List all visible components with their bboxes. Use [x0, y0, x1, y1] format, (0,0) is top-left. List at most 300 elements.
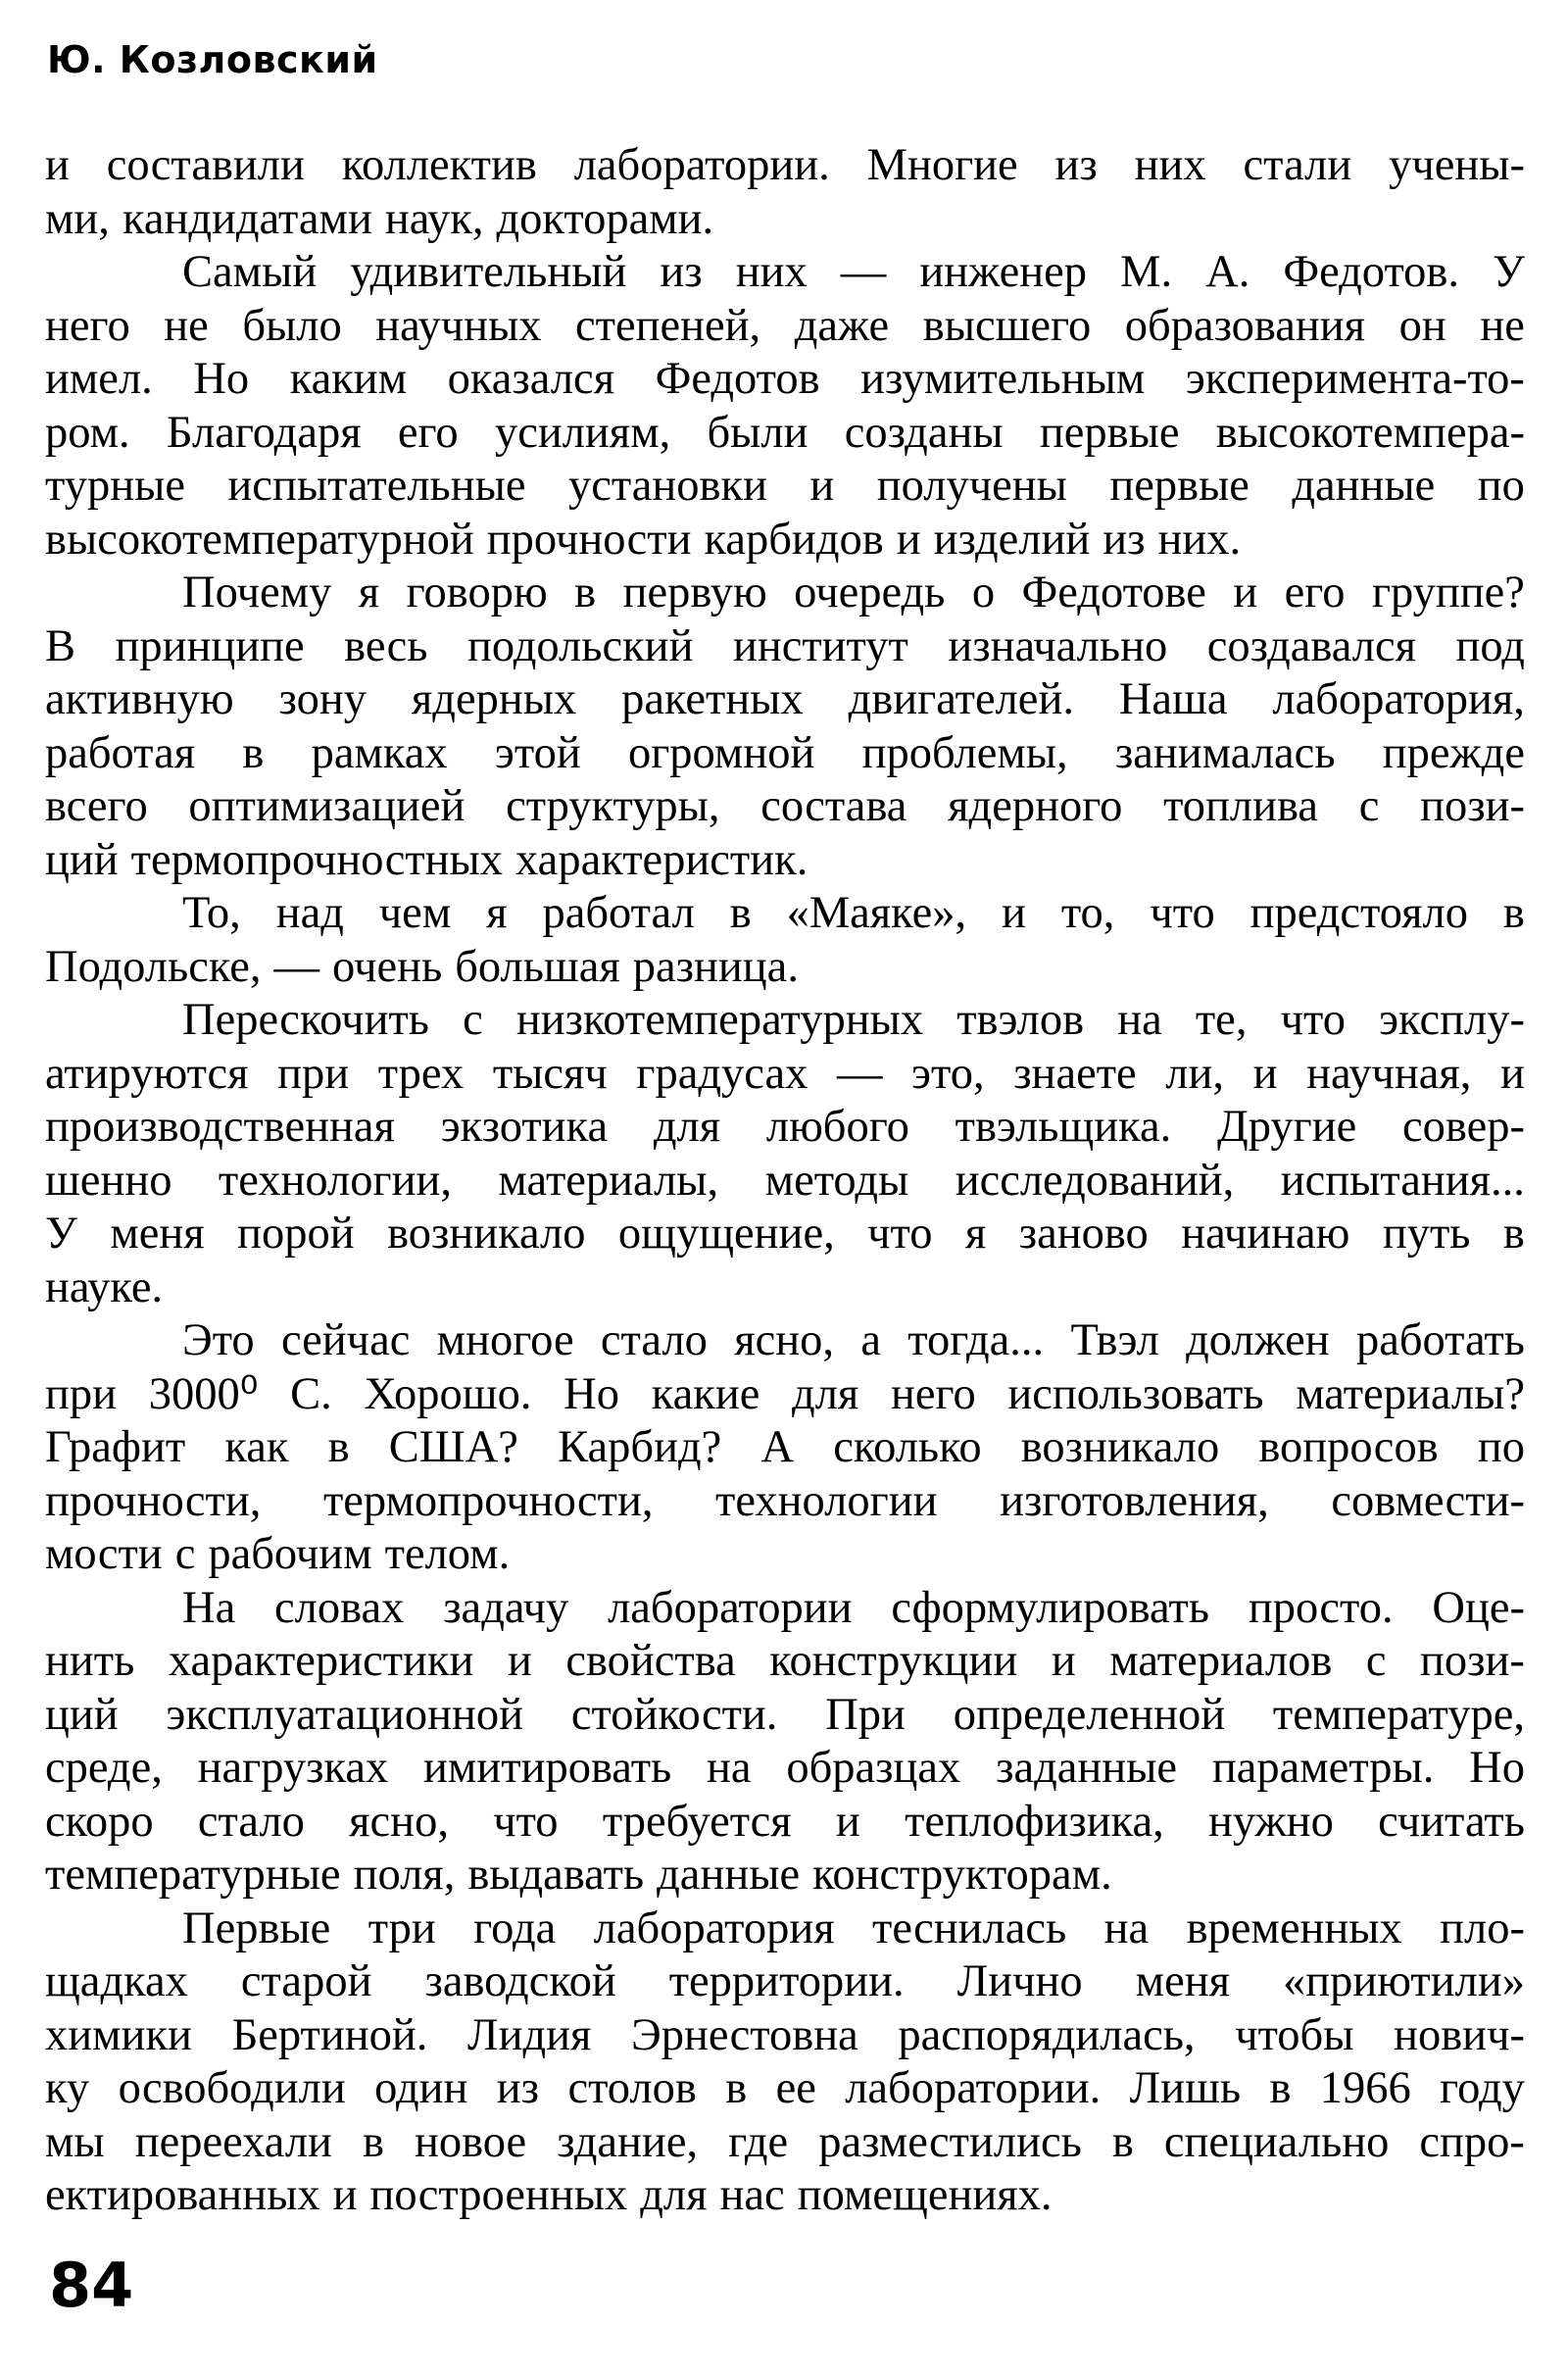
- word: щадках: [45, 1956, 188, 2006]
- text-line: [45, 780, 1525, 834]
- word: Карбид?: [558, 1422, 722, 1472]
- word: говорю: [406, 568, 548, 618]
- word: начинаю: [1181, 1209, 1350, 1259]
- word: какие: [651, 1368, 760, 1419]
- word: структуры,: [506, 781, 720, 831]
- word: меня: [1135, 1956, 1230, 2006]
- word: изделий: [933, 514, 1091, 565]
- word: ектированных: [45, 2170, 320, 2220]
- word: среде,: [45, 1743, 163, 1793]
- word: кандидатами: [122, 193, 372, 244]
- word: них: [1134, 140, 1206, 190]
- word: что: [493, 1796, 559, 1847]
- word: очередь: [794, 568, 946, 618]
- word: для: [653, 1102, 721, 1152]
- word: изумительным: [860, 354, 1146, 404]
- word: что: [1280, 995, 1346, 1045]
- word: технологии,: [218, 1155, 452, 1206]
- word: определенной: [953, 1689, 1226, 1740]
- word: столов: [567, 2063, 697, 2113]
- word: и: [1233, 568, 1258, 618]
- word: ций: [45, 834, 119, 885]
- word: оказался: [447, 354, 615, 404]
- word: и: [835, 1796, 860, 1847]
- word: На: [182, 1582, 236, 1633]
- word: в: [1111, 2116, 1134, 2167]
- text-line: [45, 1101, 1525, 1155]
- word: науке.: [45, 1261, 164, 1312]
- word: У: [1493, 247, 1525, 297]
- word: 3000⁰: [148, 1368, 259, 1419]
- word: разница.: [632, 941, 799, 992]
- word: Перескочить: [182, 995, 429, 1045]
- word: в: [362, 2116, 384, 2167]
- word: в: [327, 1422, 350, 1472]
- word: работая: [45, 727, 196, 778]
- word: что: [867, 1209, 933, 1259]
- text-line: [45, 1796, 1525, 1850]
- text-line: [45, 834, 1525, 888]
- word: мы: [45, 2116, 105, 2167]
- text-line: [45, 193, 1525, 247]
- word: было: [242, 300, 342, 351]
- word: ясно,: [349, 1796, 449, 1847]
- word: ракетных: [621, 674, 804, 724]
- word: я: [486, 888, 508, 938]
- word: прочности,: [45, 1475, 262, 1526]
- word: данные: [1292, 461, 1436, 511]
- word: очень: [332, 941, 443, 992]
- word: вопросов: [1258, 1422, 1439, 1472]
- text-line: [45, 1048, 1525, 1102]
- word: первую: [622, 568, 767, 618]
- word: Но: [1469, 1743, 1525, 1793]
- text-line: [45, 673, 1525, 727]
- word: ку: [45, 2063, 90, 2113]
- word: в: [729, 888, 752, 938]
- word: поля,: [353, 1850, 456, 1900]
- word: данные: [657, 1850, 801, 1900]
- word: заводской: [424, 1956, 616, 2006]
- word: При: [825, 1689, 906, 1740]
- word: термопрочностных: [130, 834, 504, 885]
- text-line: [45, 246, 1525, 300]
- word: возникало: [1020, 1422, 1220, 1472]
- word: специально: [1163, 2116, 1390, 2167]
- word: атируются: [45, 1048, 249, 1099]
- word: не: [164, 300, 209, 351]
- word: лаборатории.: [845, 2063, 1102, 2113]
- word: сформулировать: [891, 1582, 1209, 1633]
- word: изготовления,: [1000, 1475, 1269, 1526]
- text-line: [45, 1742, 1525, 1796]
- word: материалы,: [498, 1155, 719, 1206]
- text-line: [45, 727, 1525, 781]
- word: для: [640, 2170, 708, 2220]
- word: Оце-: [1432, 1582, 1525, 1633]
- word: Федотове: [1021, 568, 1206, 618]
- word: эксплу-: [1379, 995, 1525, 1045]
- word: научная,: [1306, 1048, 1472, 1099]
- word: три: [368, 1903, 436, 1953]
- word: инженер: [919, 247, 1088, 297]
- word: даже: [794, 300, 890, 351]
- word: сейчас: [280, 1315, 411, 1365]
- text-line: [45, 1421, 1525, 1475]
- word: тогда...: [907, 1315, 1045, 1365]
- word: исследований,: [955, 1155, 1235, 1206]
- word: Лишь: [1129, 2063, 1242, 2113]
- text-line: [45, 1314, 1525, 1368]
- word: требуется: [602, 1796, 792, 1847]
- word: ясно,: [734, 1315, 835, 1365]
- word: работал: [542, 888, 695, 938]
- word: спро-: [1419, 2116, 1525, 2167]
- word: просто.: [1248, 1582, 1394, 1633]
- word: пози-: [1420, 781, 1525, 831]
- word: Лидия: [467, 2009, 592, 2060]
- word: характеристики: [168, 1636, 474, 1686]
- word: на: [1103, 1903, 1150, 1953]
- word: и: [1252, 1048, 1278, 1099]
- word: принципе: [115, 620, 305, 671]
- word: конструкции: [769, 1636, 1018, 1686]
- word: степеней,: [575, 300, 761, 351]
- word: из: [496, 2063, 540, 2113]
- text-line: [45, 2062, 1525, 2116]
- word: занималась: [1114, 727, 1336, 778]
- word: а: [860, 1315, 881, 1365]
- word: нужно: [1208, 1796, 1334, 1847]
- word: и: [1500, 1048, 1525, 1099]
- word: выдавать: [467, 1850, 645, 1900]
- text-line: [45, 1208, 1525, 1261]
- word: о: [971, 568, 996, 618]
- text-line: [45, 994, 1525, 1048]
- word: зону: [278, 674, 368, 724]
- word: то,: [1060, 888, 1115, 938]
- word: новое: [414, 2116, 527, 2167]
- word: в: [1269, 2063, 1292, 2113]
- word: высокотемпературной: [45, 514, 474, 565]
- word: он: [1398, 300, 1446, 351]
- word: в: [1502, 1209, 1525, 1259]
- word: эксперимента-то-: [1185, 354, 1525, 404]
- word: лаборатория,: [1272, 674, 1525, 724]
- word: тысяч: [492, 1048, 608, 1099]
- word: Но: [564, 1368, 620, 1419]
- word: них.: [1157, 514, 1242, 565]
- word: заданные: [996, 1743, 1178, 1793]
- word: установки: [567, 461, 767, 511]
- text-line: [45, 567, 1525, 620]
- word: теснилась: [872, 1903, 1067, 1953]
- text-line: [45, 2009, 1525, 2063]
- word: сколько: [833, 1422, 982, 1472]
- word: США?: [388, 1422, 518, 1472]
- text-line: [45, 1635, 1525, 1689]
- word: усилиям,: [494, 407, 671, 458]
- word: распорядилась,: [898, 2009, 1196, 2060]
- word: ций: [45, 1689, 119, 1740]
- word: низкотемпературных: [515, 995, 924, 1045]
- word: конструкторам.: [812, 1850, 1112, 1900]
- word: один: [374, 2063, 468, 2113]
- word: скоро: [45, 1796, 154, 1847]
- word: рамках: [311, 727, 448, 778]
- word: методы: [764, 1155, 909, 1206]
- word: первые: [1109, 461, 1250, 511]
- word: ми,: [45, 193, 110, 244]
- word: для: [792, 1368, 859, 1419]
- word: году: [1440, 2063, 1525, 2113]
- word: нить: [45, 1636, 135, 1686]
- word: по: [1477, 1422, 1525, 1472]
- word: Твэл: [1070, 1315, 1159, 1365]
- word: коллектив: [341, 140, 537, 190]
- word: научных: [375, 300, 542, 351]
- word: ядерного: [948, 781, 1123, 831]
- word: А.: [1205, 247, 1250, 297]
- word: лаборатории.: [573, 140, 830, 190]
- word: турные: [45, 461, 185, 511]
- text-line: [45, 353, 1525, 407]
- word: институт: [732, 620, 908, 671]
- word: пози-: [1420, 1636, 1525, 1686]
- word: в: [574, 568, 597, 618]
- word: из: [1102, 514, 1146, 565]
- word: Наша: [1118, 674, 1228, 724]
- word: словах: [274, 1582, 405, 1633]
- word: Почему: [182, 568, 332, 618]
- word: каким: [289, 354, 408, 404]
- text-line: [45, 1528, 1525, 1582]
- word: я: [964, 1209, 987, 1259]
- word: характеристик.: [515, 834, 808, 885]
- word: прочности: [486, 514, 692, 565]
- word: производственная: [45, 1102, 395, 1152]
- word: должен: [1186, 1315, 1330, 1365]
- word: над: [275, 888, 344, 938]
- word: в: [725, 2063, 748, 2113]
- word: как: [224, 1422, 289, 1472]
- word: нас: [719, 2170, 785, 2220]
- word: помещениях.: [797, 2170, 1053, 2220]
- word: «приютили»: [1283, 1956, 1525, 2006]
- word: и: [896, 514, 921, 565]
- text-line: [45, 887, 1525, 941]
- word: образцах: [786, 1743, 961, 1793]
- word: Федотов.: [1283, 247, 1459, 297]
- word: любого: [765, 1102, 909, 1152]
- word: него: [891, 1368, 976, 1419]
- word: его: [397, 407, 459, 458]
- word: совмести-: [1331, 1475, 1525, 1526]
- word: прежде: [1382, 727, 1525, 778]
- word: заново: [1018, 1209, 1149, 1259]
- word: порой: [237, 1209, 355, 1259]
- word: То,: [182, 888, 241, 938]
- word: теплофизика,: [905, 1796, 1164, 1847]
- word: большая: [455, 941, 620, 992]
- word: года: [473, 1903, 557, 1953]
- word: создавался: [1206, 620, 1417, 671]
- word: —: [836, 1048, 883, 1099]
- page-number: 84: [49, 2249, 134, 2321]
- word: здание,: [557, 2116, 699, 2167]
- word: где: [728, 2116, 789, 2167]
- word: это,: [911, 1048, 985, 1099]
- text-line: [45, 2116, 1525, 2170]
- word: имел.: [45, 354, 153, 404]
- word: топлива: [1163, 781, 1319, 831]
- word: стойкости.: [570, 1689, 778, 1740]
- word: них: [735, 247, 808, 297]
- word: всего: [45, 781, 148, 831]
- word: эксплуатационной: [166, 1689, 524, 1740]
- word: свойства: [565, 1636, 736, 1686]
- word: термопрочности,: [322, 1475, 654, 1526]
- word: оптимизацией: [188, 781, 466, 831]
- word: разместились: [818, 2116, 1082, 2167]
- word: этой: [494, 727, 581, 778]
- text-line: [45, 2169, 1525, 2223]
- word: удивительный: [350, 247, 627, 297]
- word: в: [242, 727, 265, 778]
- word: нагрузках: [197, 1743, 389, 1793]
- word: считать: [1378, 1796, 1525, 1847]
- word: и: [332, 2170, 358, 2220]
- word: составили: [106, 140, 305, 190]
- word: активную: [45, 674, 234, 724]
- word: совер-: [1402, 1102, 1525, 1152]
- word: при: [45, 1368, 118, 1419]
- word: с: [463, 995, 483, 1045]
- word: использовать: [1007, 1368, 1264, 1419]
- word: с: [174, 1529, 196, 1579]
- word: высокотемпера-: [1215, 407, 1525, 458]
- word: временных: [1186, 1903, 1402, 1953]
- word: технологии: [715, 1475, 938, 1526]
- word: докторами.: [496, 193, 714, 244]
- word: Бертиной.: [231, 2009, 428, 2060]
- word: ее: [775, 2063, 816, 2113]
- word: ли,: [1165, 1048, 1224, 1099]
- word: параметры.: [1211, 1743, 1435, 1793]
- text-line: [45, 1368, 1525, 1422]
- word: и: [1051, 1636, 1076, 1686]
- word: и: [507, 1636, 532, 1686]
- text-line: [45, 1155, 1525, 1209]
- word: чтобы: [1235, 2009, 1354, 2060]
- word: Самый: [182, 247, 318, 297]
- word: путь: [1382, 1209, 1471, 1259]
- word: мости: [45, 1529, 163, 1579]
- word: Многие: [866, 140, 1018, 190]
- word: по: [1477, 461, 1525, 511]
- word: Первые: [182, 1903, 331, 1953]
- word: Другие: [1217, 1102, 1357, 1152]
- word: Подольске,: [45, 941, 262, 992]
- word: меня: [110, 1209, 205, 1259]
- word: шенно: [45, 1155, 172, 1206]
- word: Благодаря: [166, 407, 362, 458]
- word: стали: [1243, 140, 1352, 190]
- word: твэлов: [956, 995, 1085, 1045]
- text-line: [45, 1903, 1525, 1956]
- word: трех: [377, 1048, 465, 1099]
- text-line: [45, 1955, 1525, 2009]
- word: на: [1117, 995, 1162, 1045]
- word: пло-: [1440, 1903, 1525, 1953]
- word: рабочим: [208, 1529, 372, 1579]
- text-line: [45, 1582, 1525, 1636]
- word: переехали: [134, 2116, 332, 2167]
- word: учены-: [1389, 140, 1525, 190]
- word: подольский: [466, 620, 694, 671]
- word: проблемы,: [861, 727, 1068, 778]
- word: 1966: [1319, 2063, 1411, 2113]
- text-line: [45, 300, 1525, 354]
- text-line: [45, 1689, 1525, 1743]
- word: лаборатория: [593, 1903, 835, 1953]
- word: освободили: [118, 2063, 346, 2113]
- word: твэльщика.: [955, 1102, 1172, 1152]
- word: весь: [344, 620, 428, 671]
- word: изначально: [948, 620, 1168, 671]
- word: Эрнестовна: [631, 2009, 858, 2060]
- word: испытательные: [227, 461, 526, 511]
- text-line: [45, 941, 1525, 995]
- text-line: [45, 1475, 1525, 1529]
- word: стало: [197, 1796, 305, 1847]
- word: карбидов: [704, 514, 884, 565]
- word: не: [1480, 300, 1525, 351]
- word: Лично: [956, 1956, 1083, 2006]
- word: Графит: [45, 1422, 186, 1472]
- text-line: [45, 1261, 1525, 1315]
- word: материалов: [1109, 1636, 1333, 1686]
- word: на: [707, 1743, 752, 1793]
- word: первые: [1039, 407, 1180, 458]
- word: и: [45, 140, 70, 190]
- word: под: [1455, 620, 1525, 671]
- word: нович-: [1394, 2009, 1525, 2060]
- text-line: [45, 407, 1525, 461]
- word: знаете: [1013, 1048, 1137, 1099]
- text-line: [45, 139, 1525, 193]
- word: что: [1150, 888, 1215, 938]
- word: испытания...: [1280, 1155, 1525, 1206]
- running-head: Ю. Козловский: [47, 38, 378, 81]
- word: его: [1284, 568, 1346, 618]
- word: стало: [600, 1315, 708, 1365]
- word: Но: [193, 354, 250, 404]
- word: из: [660, 247, 703, 297]
- word: с: [1365, 1636, 1387, 1686]
- word: и: [809, 461, 835, 511]
- word: территории.: [668, 1956, 905, 2006]
- word: В: [45, 620, 76, 671]
- word: —: [840, 247, 887, 297]
- word: я: [358, 568, 380, 618]
- word: У: [45, 1209, 77, 1259]
- word: с: [1358, 781, 1380, 831]
- word: высшего: [922, 300, 1092, 351]
- word: группе?: [1371, 568, 1525, 618]
- word: Федотов: [655, 354, 820, 404]
- text-line: [45, 514, 1525, 568]
